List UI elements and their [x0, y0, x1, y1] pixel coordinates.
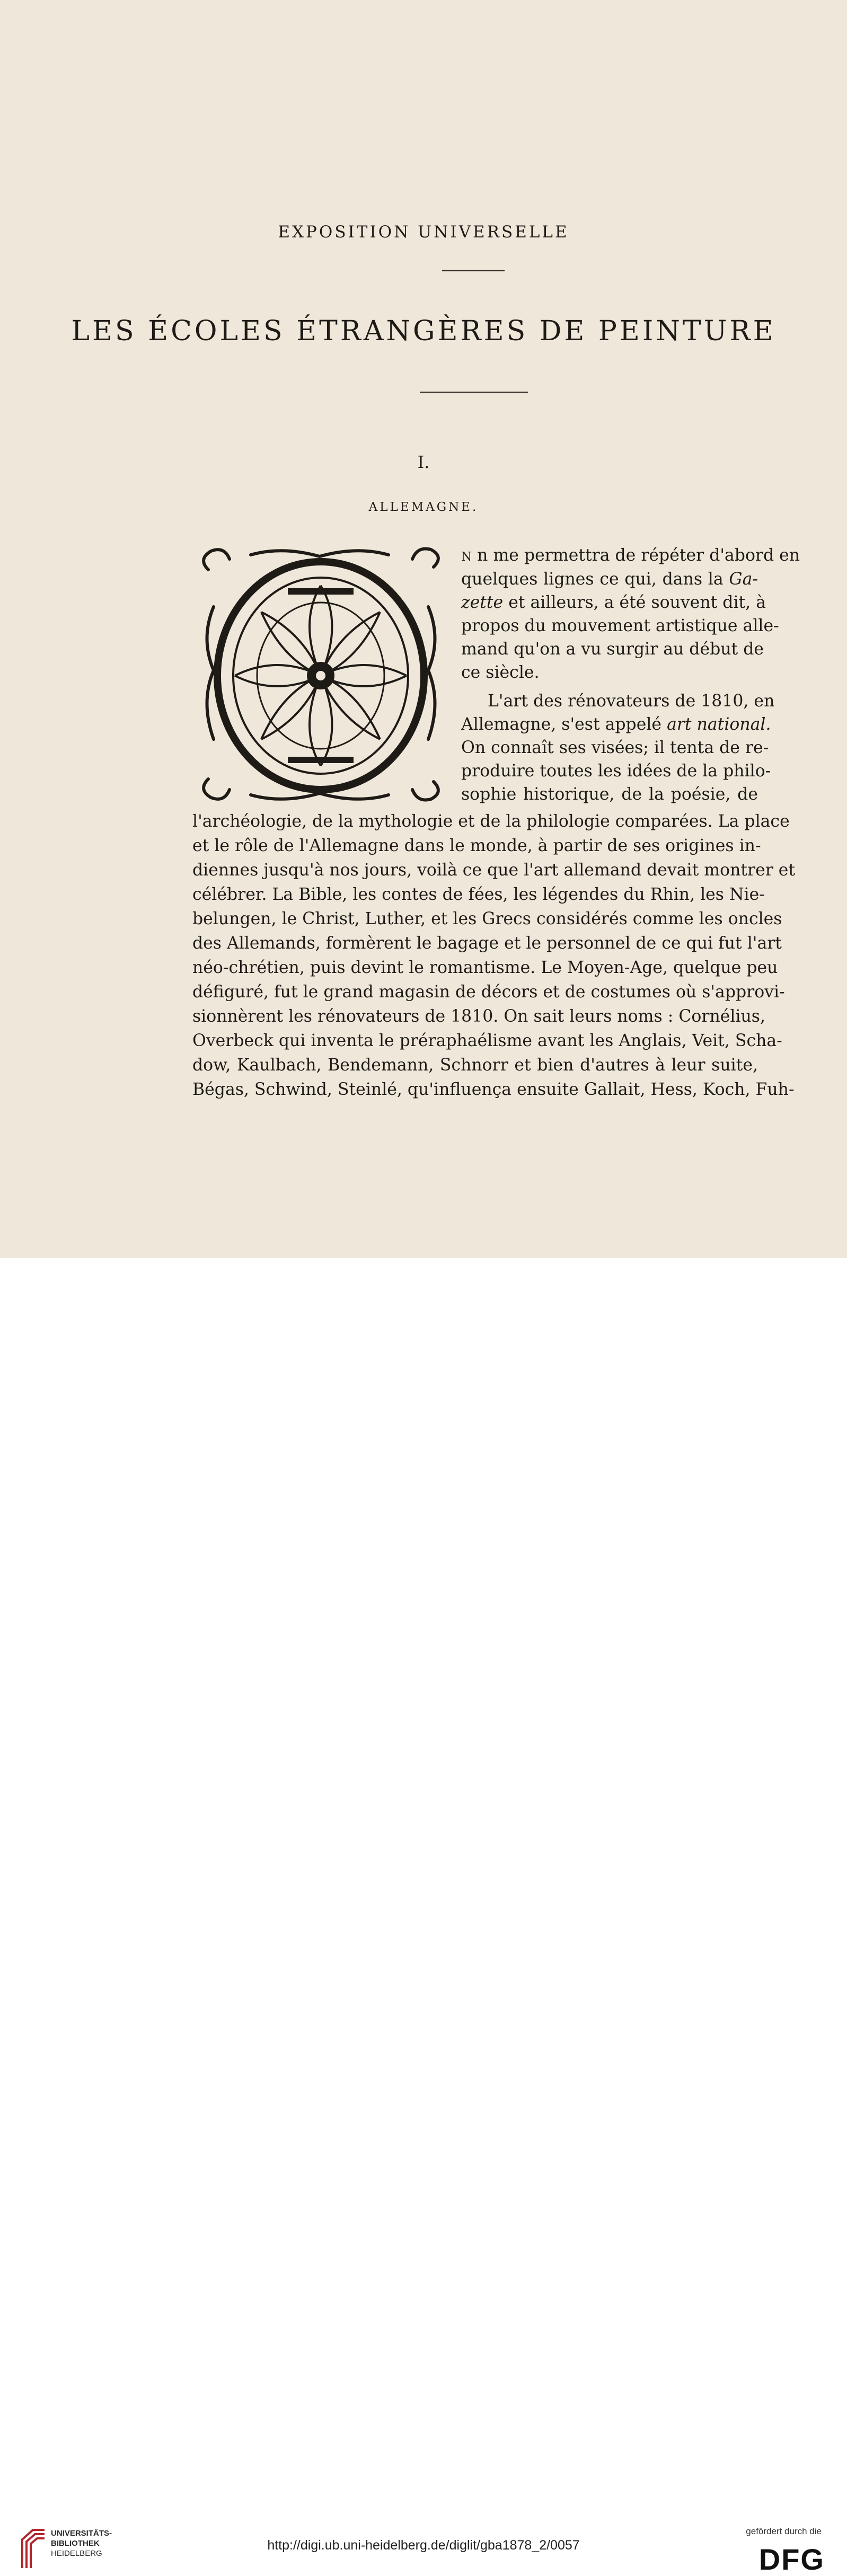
- italic-phrase: art national.: [667, 715, 771, 734]
- text-line: N n me permettra de répéter d'abord en: [461, 546, 800, 565]
- section-name: ALLEMAGNE.: [368, 500, 479, 514]
- permalink-url[interactable]: http://digi.ub.uni-heidelberg.de/diglit/gba1878_2/0057: [267, 2538, 580, 2553]
- ornamental-initial-o: [192, 543, 448, 805]
- text-line: zette et ailleurs, a été souvent dit, à: [461, 593, 766, 612]
- dfg-logo: DFG: [758, 2543, 825, 2576]
- section-number: I.: [417, 452, 430, 472]
- text-line: diennes jusqu'à nos jours, voilà ce que l'art allemand devait montrer et: [192, 861, 796, 880]
- funding-note: gefördert durch die: [746, 2526, 822, 2536]
- italic-word: zette: [461, 593, 504, 612]
- text-line: On connaît ses visées; il tenta de re-: [461, 738, 769, 757]
- text-line: célébrer. La Bible, les contes de fées, les légendes du Rhin, les Nie-: [192, 885, 765, 904]
- library-name: UNIVERSITÄTS- BIBLIOTHEK HEIDELBERG: [51, 2529, 112, 2558]
- text-line: sophie historique, de la poésie, de: [461, 785, 758, 804]
- footer-bar: [0, 1258, 847, 2576]
- text-line: sionnèrent les rénovateurs de 1810. On sait leurs noms : Cornélius,: [192, 1007, 765, 1026]
- italic-word: Ga-: [729, 570, 758, 589]
- running-header: EXPOSITION UNIVERSELLE: [278, 223, 569, 242]
- text-line: dow, Kaulbach, Bendemann, Schnorr et bien d'autres à leur suite,: [192, 1056, 758, 1075]
- text-line: quelques lignes ce qui, dans la Ga-: [461, 570, 758, 589]
- text-line: Bégas, Schwind, Steinlé, qu'influença ensuite Gallait, Hess, Koch, Fuh-: [192, 1080, 795, 1099]
- header-rule: [442, 270, 505, 271]
- text-line: Overbeck qui inventa le préraphaélisme avant les Anglais, Veit, Scha-: [192, 1031, 782, 1050]
- title-rule: [420, 392, 528, 393]
- article-title: LES ÉCOLES ÉTRANGÈRES DE PEINTURE: [71, 315, 776, 347]
- scanned-page: [0, 0, 847, 1258]
- text-line: mand qu'on a vu surgir au début de: [461, 640, 764, 659]
- text-line: l'archéologie, de la mythologie et de la philologie comparées. La place: [192, 812, 790, 831]
- text-line: Allemagne, s'est appelé art national.: [461, 715, 771, 734]
- text-line: produire toutes les idées de la philo-: [461, 762, 771, 781]
- text-line: ce siècle.: [461, 663, 540, 682]
- text-line: des Allemands, formèrent le bagage et le personnel de ce qui fut l'art: [192, 934, 782, 953]
- text-line: néo-chrétien, puis devint le romantisme. Le Moyen-Age, quelque peu: [192, 958, 778, 977]
- text-line: défiguré, fut le grand magasin de décors et de costumes où s'approvi-: [192, 982, 785, 1002]
- text-line: propos du mouvement artistique alle-: [461, 616, 779, 635]
- text-line: L'art des rénovateurs de 1810, en: [488, 692, 775, 711]
- text-line: belungen, le Christ, Luther, et les Grecs considérés comme les oncles: [192, 909, 782, 928]
- text-line: et le rôle de l'Allemagne dans le monde, à partir de ses origines in-: [192, 836, 761, 855]
